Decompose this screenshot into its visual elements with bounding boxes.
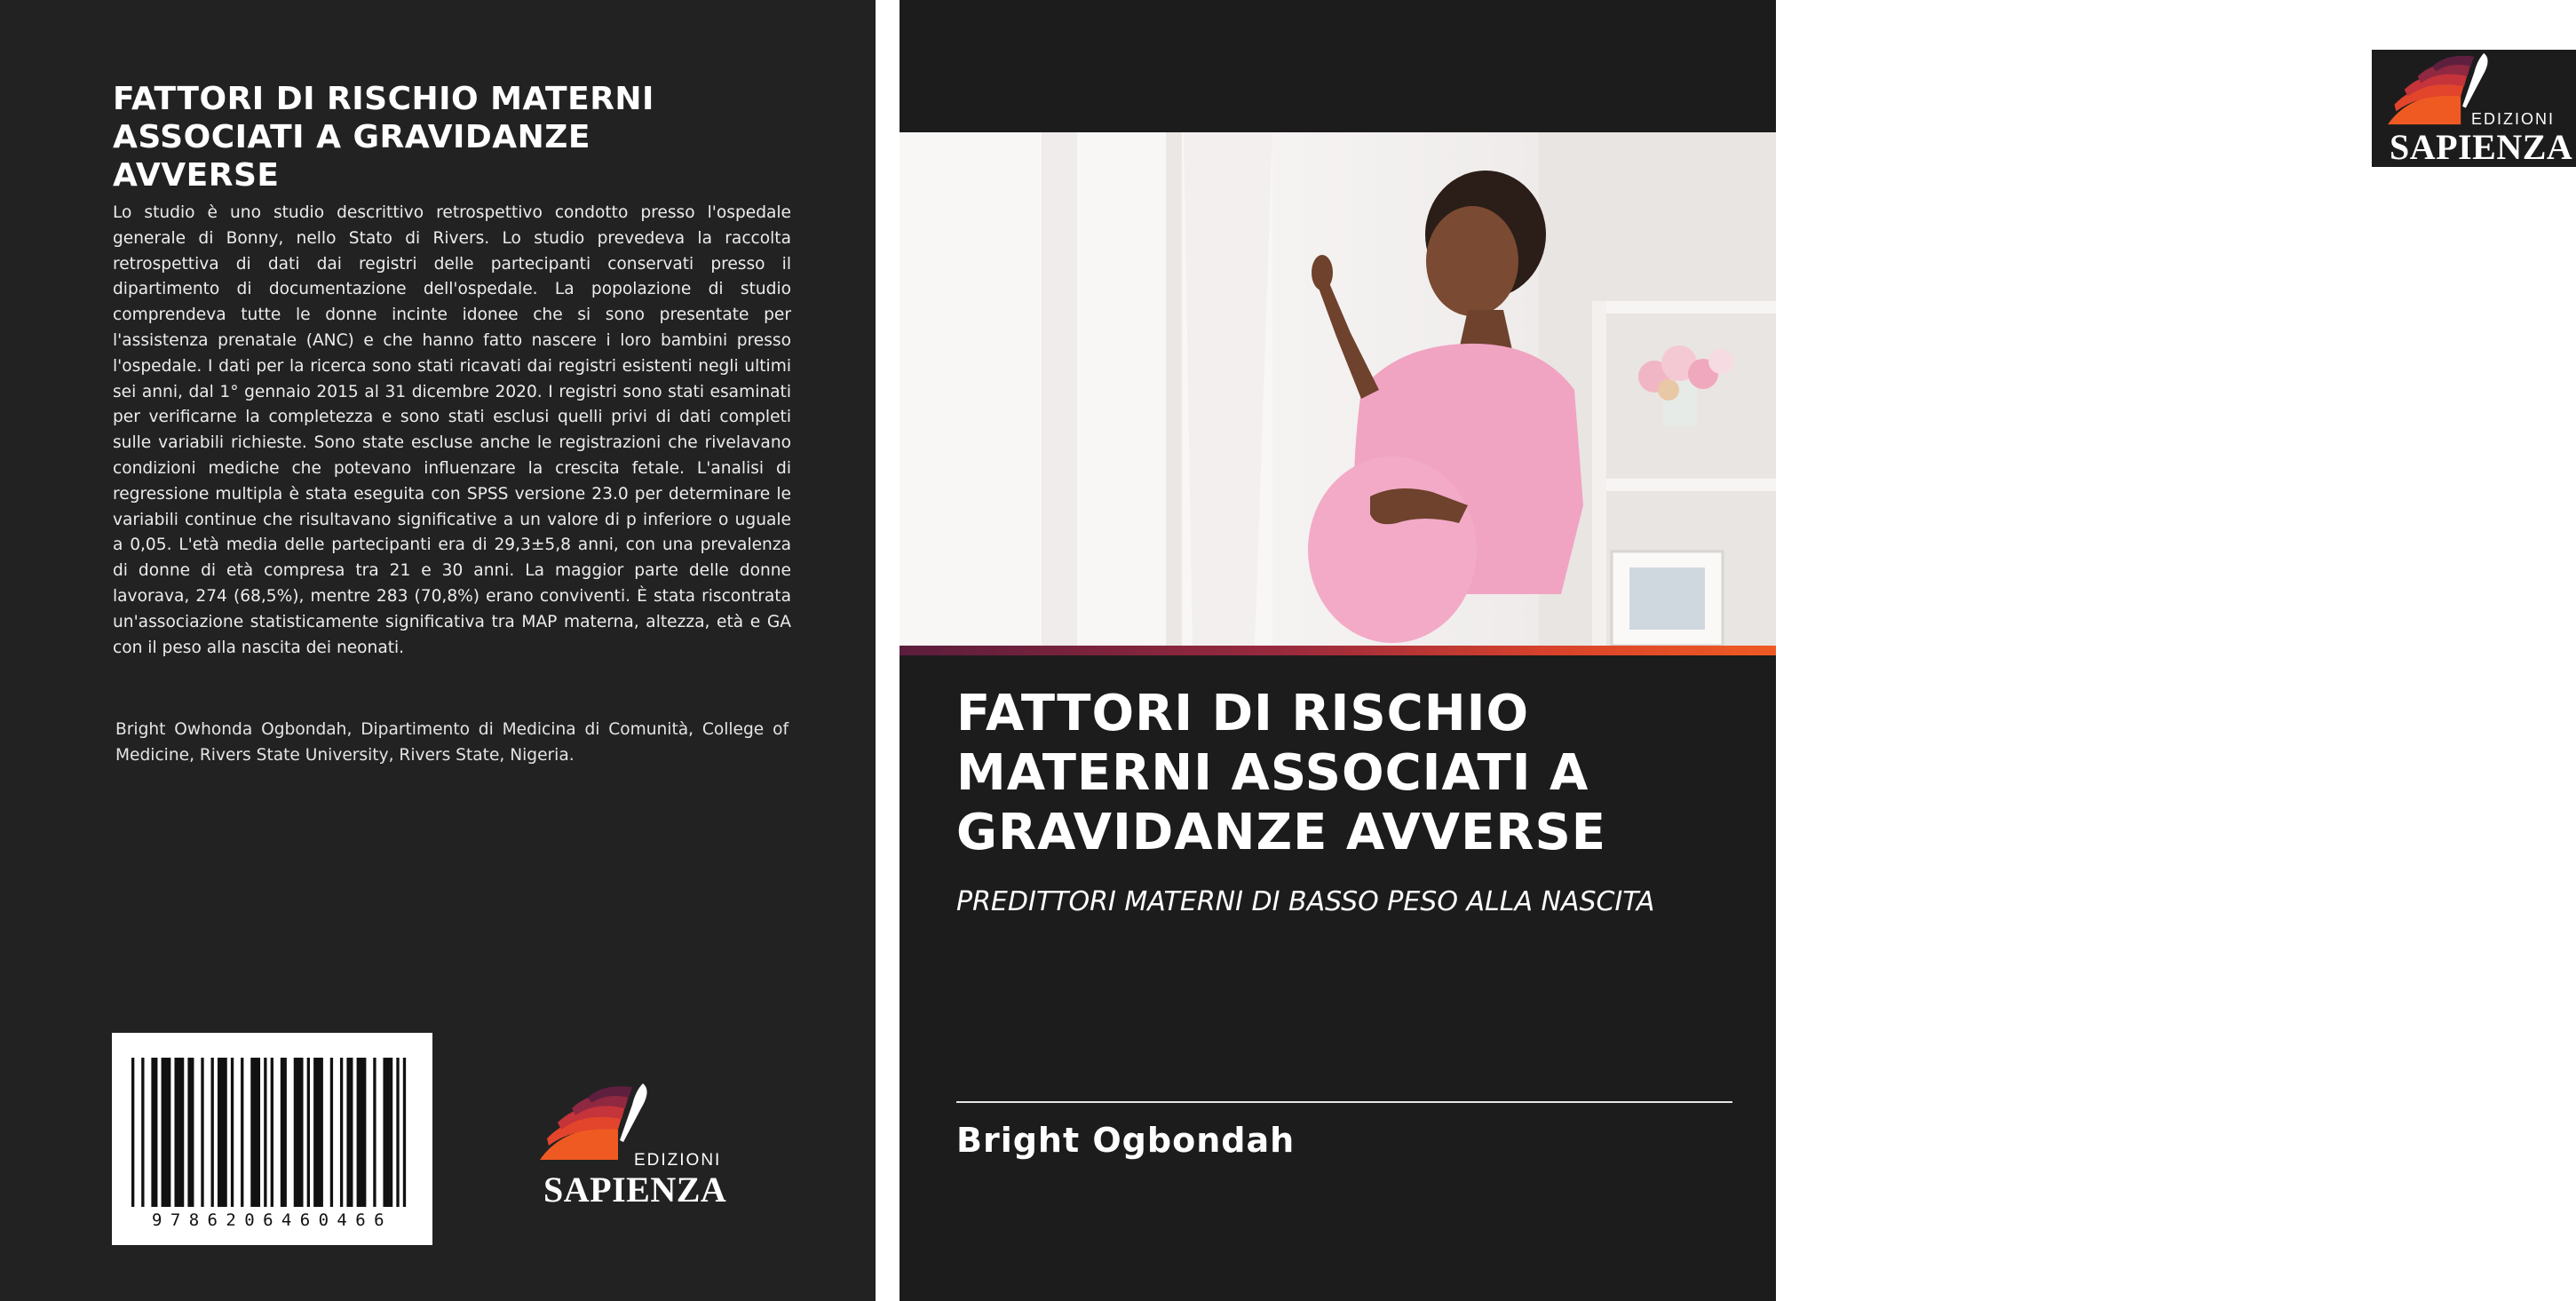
author-bio: Bright Owhonda Ogbondah, Dipartimento di Medicina di Comunità, College of Medicine, Rivers State University, Rivers State, Nigeria.	[115, 720, 789, 765]
back-cover	[0, 0, 876, 1301]
barcode-bar	[174, 1058, 184, 1207]
barcode-bar	[162, 1058, 171, 1207]
barcode-bars	[131, 1058, 413, 1207]
publisher-edizioni: EDIZIONI	[2471, 110, 2556, 128]
back-cover-summary: Lo studio è uno studio descrittivo retrospettivo condotto presso l'ospedale generale di Bonny, nello Stato di Rivers. Lo studio prevedeva la raccolta retrospettiva di dati dai registri delle partecipanti conservati presso il dipartimento di documentazione dell'ospedale. La popolazione di studio comprendeva tutte le donne incinte idonee che si sono presentate per l'assistenza prenatale (ANC) e che hanno fatto nascere i loro bambini presso l'ospedale. I dati per la ricerca sono stati ricavati dai registri esistenti negli ultimi sei anni, dal 1° gennaio 2015 al 31 dicembre 2020. I registri sono stati esaminati per verificarne la completezza e sono stati esclusi quelli privi di dati completi sulle variabili richieste. Sono state escluse anche le registrazioni che rivelavano condizioni mediche che potevano influenzare la crescita fetale. L'analisi di regressione multipla è stata eseguita con SPSS versione 23.0 per determinare le variabili continue che risultavano significative a un valore di p inferiore o uguale a 0,05. L'età media delle partecipanti era di 29,3±5,8 anni, con una prevalenza di donne di età compresa tra 21 e 30 anni. La maggior parte delle donne lavorava, 274 (68,5%), mentre 283 (70,8%) erano conviventi. È stata riscontrata un'associazione statisticamente significativa tra MAP materna, altezza, età e GA con il peso alla nascita dei neonati.	[113, 203, 791, 657]
publisher-edizioni: EDIZIONI	[634, 1151, 722, 1170]
barcode-bar	[294, 1058, 304, 1207]
barcode-bar	[231, 1058, 234, 1207]
barcode-bar	[241, 1058, 243, 1207]
back-cover-title: FATTORI DI RISCHIO MATERNI ASSOCIATI A GRAVIDANZE AVVERSE	[113, 81, 654, 194]
barcode-bar	[281, 1058, 287, 1207]
barcode-bar	[141, 1058, 144, 1207]
divider	[956, 1101, 1732, 1103]
photo-illustration	[900, 132, 1776, 646]
barcode-bar	[383, 1058, 392, 1207]
isbn-barcode	[112, 1033, 432, 1245]
barcode-bar	[264, 1058, 266, 1207]
barcode-bar	[307, 1058, 310, 1207]
front-cover-subtitle: PREDITTORI MATERNI DI BASSO PESO ALLA NASCITA	[956, 886, 1655, 917]
isbn-digits: 9786206460466	[152, 1210, 392, 1230]
barcode-bar	[151, 1058, 157, 1207]
barcode-bar	[131, 1058, 134, 1207]
publisher-name: SAPIENZA	[543, 1170, 727, 1210]
barcode-bar	[201, 1058, 203, 1207]
publisher-name: SAPIENZA	[2390, 127, 2573, 167]
barcode-bar	[211, 1058, 214, 1207]
barcode-bar	[403, 1058, 406, 1207]
barcode-bar	[250, 1058, 260, 1207]
barcode-bar	[187, 1058, 194, 1207]
barcode-bar	[357, 1058, 367, 1207]
publisher-logo-back	[536, 1082, 733, 1210]
author-name: Bright Ogbondah	[956, 1121, 1296, 1160]
barcode-bar	[330, 1058, 333, 1207]
barcode-bar	[271, 1058, 273, 1207]
spine-gap	[876, 0, 900, 1301]
barcode-bar	[346, 1058, 353, 1207]
barcode-bar	[396, 1058, 399, 1207]
front-cover	[900, 0, 2573, 1301]
barcode-bar	[373, 1058, 376, 1207]
barcode-bar	[313, 1058, 323, 1207]
pregnant-woman-photo	[900, 132, 1776, 646]
barcode-bar	[340, 1058, 343, 1207]
publisher-logo-front	[2372, 50, 2576, 167]
fan-quill-logo-icon	[536, 1082, 652, 1162]
barcode-bar	[218, 1058, 227, 1207]
front-cover-title: FATTORI DI RISCHIO MATERNI ASSOCIATI A GRAVIDANZE AVVERSE	[956, 685, 1607, 861]
accent-color-bar	[900, 646, 1776, 655]
